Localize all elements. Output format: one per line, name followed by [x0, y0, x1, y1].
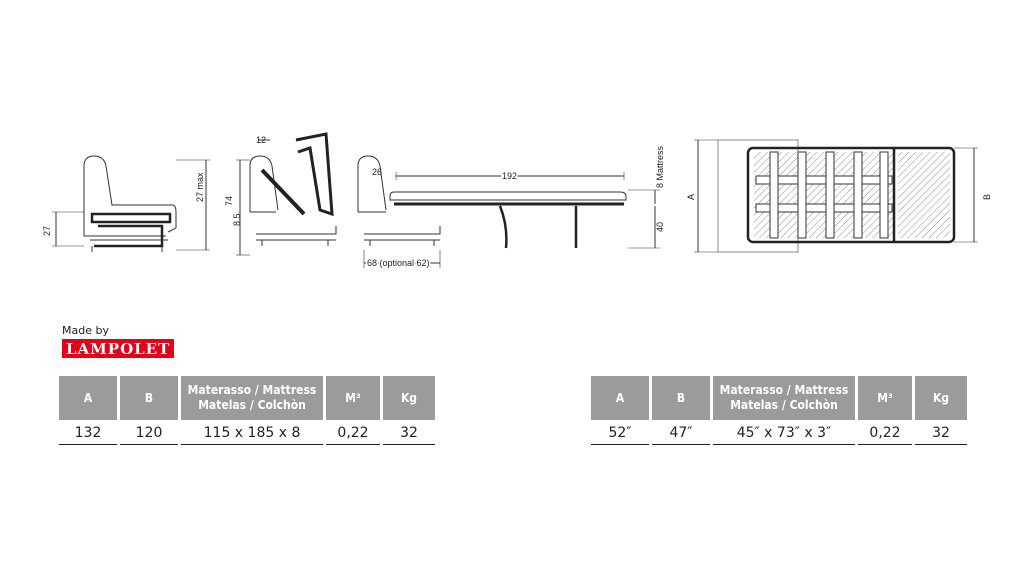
lampolet-logo: LAMPOLET: [62, 339, 174, 358]
cell-a: 52″: [591, 420, 649, 445]
cell-b: 120: [120, 420, 178, 445]
bed-length-label: 192: [502, 171, 518, 181]
chair-closed-view: [52, 156, 210, 252]
table-header-row: [591, 376, 967, 420]
seat-height-label: 27: [42, 225, 52, 236]
mattress-label: 8 Mattress: [655, 145, 665, 188]
dim-a-label: A: [686, 193, 696, 200]
header-volume: M³: [326, 376, 380, 420]
imperial-spec-table: [588, 376, 970, 445]
table-row: [591, 420, 967, 445]
cell-mattress: 115 x 185 x 8: [181, 420, 323, 445]
back-height-label: 74: [224, 195, 234, 206]
header-volume: M³: [858, 376, 912, 420]
cell-mattress: 45″ x 73″ x 3″: [713, 420, 855, 445]
metric-spec-table: [56, 376, 438, 445]
header-weight: Kg: [915, 376, 967, 420]
cell-b: 47″: [652, 420, 710, 445]
frame-height-label: 40: [655, 221, 665, 232]
cell-volume: 0,22: [858, 420, 912, 445]
header-a: A: [59, 376, 117, 420]
arm-gap-label: 12: [256, 135, 267, 145]
header-weight: Kg: [383, 376, 435, 420]
header-b: B: [652, 376, 710, 420]
depth-open-label: 68 (optional 62): [367, 258, 430, 268]
cell-weight: 32: [383, 420, 435, 445]
max-height-label: 27 max: [195, 172, 205, 202]
cell-weight: 32: [915, 420, 967, 445]
header-b: B: [120, 376, 178, 420]
bed-top-view: [694, 140, 978, 252]
header-mattress: Materasso / Mattress Matelas / Colchòn: [713, 376, 855, 420]
brand-block: [62, 324, 174, 358]
back-depth-label: 26: [372, 167, 383, 177]
cell-volume: 0,22: [326, 420, 380, 445]
dim-b-label: B: [982, 193, 992, 200]
leg-height-label: 8.5: [232, 213, 242, 226]
cell-a: 132: [59, 420, 117, 445]
table-header-row: [59, 376, 435, 420]
header-a: A: [591, 376, 649, 420]
chair-opening-view: [236, 134, 336, 255]
header-mattress: Materasso / Mattress Matelas / Colchòn: [181, 376, 323, 420]
made-by-text: Made by: [62, 324, 109, 337]
table-row: [59, 420, 435, 445]
